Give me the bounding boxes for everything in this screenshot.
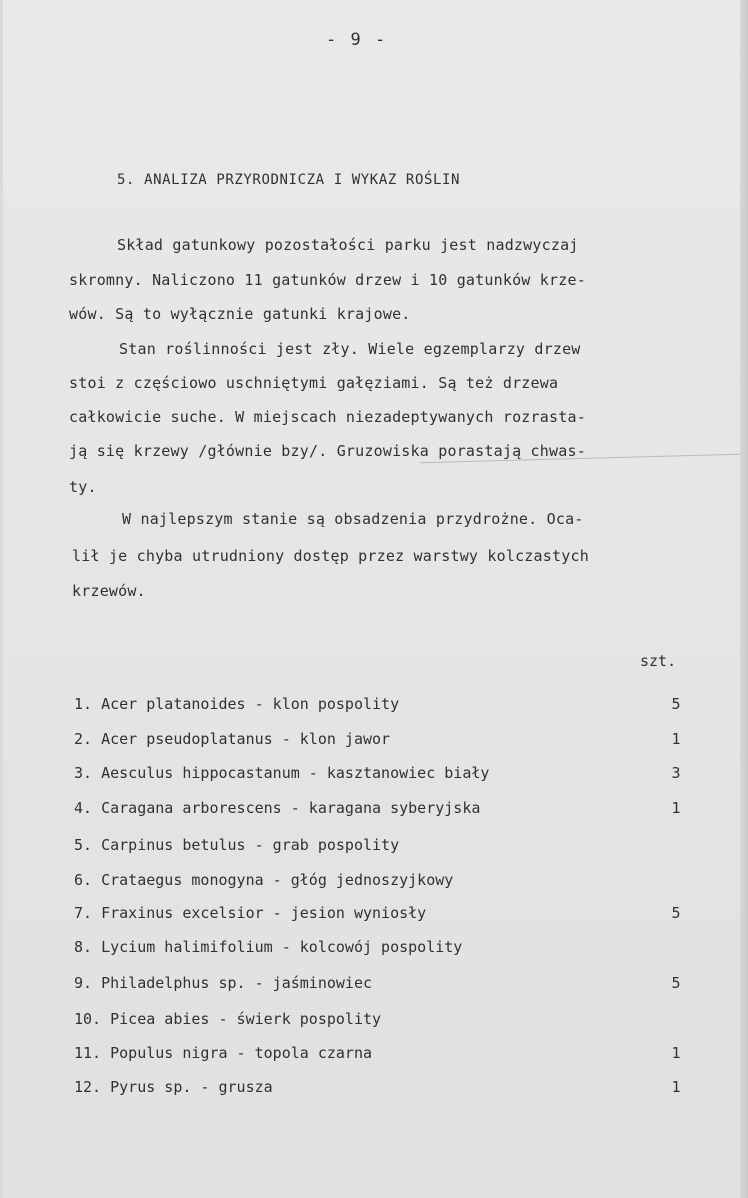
plant-name: 9. Philadelphus sp. - jaśminowiec	[74, 974, 373, 992]
plant-name: 3. Aesculus hippocastanum - kasztanowiec biały	[74, 764, 490, 782]
plant-count: 5	[671, 904, 681, 922]
page-right-edge	[740, 0, 748, 1198]
unit-column-header: szt.	[640, 652, 677, 670]
plant-count: 3	[671, 764, 681, 782]
plant-list-item	[74, 764, 694, 786]
plant-name: 11. Populus nigra - topola czarna	[74, 1044, 373, 1062]
paragraph-2-line-3: całkowicie suche. W miejscach niezadeptywanych rozrasta-	[69, 408, 586, 426]
plant-list-item	[74, 730, 694, 752]
paragraph-1-line-1: Skład gatunkowy pozostałości parku jest nadzwyczaj	[117, 236, 579, 254]
paragraph-2-line-2: stoi z częściowo uschniętymi gałęziami. Są też drzewa	[69, 374, 559, 392]
plant-count: 5	[671, 695, 681, 713]
plant-count: 1	[671, 730, 681, 748]
plant-name: 6. Crataegus monogyna - głóg jednoszyjkowy	[74, 871, 454, 889]
paragraph-3-line-1: W najlepszym stanie są obsadzenia przydrożne. Oca-	[122, 510, 584, 528]
plant-count: 1	[671, 799, 681, 817]
plant-list-item	[74, 799, 694, 821]
plant-count: 5	[671, 974, 681, 992]
plant-list-item	[74, 974, 694, 996]
paragraph-3-line-3: krzewów.	[72, 582, 146, 600]
plant-name: 7. Fraxinus excelsior - jesion wyniosły	[74, 904, 427, 922]
plant-list-item	[74, 836, 694, 858]
plant-name: 4. Caragana arborescens - karagana syberyjska	[74, 799, 481, 817]
plant-count: 1	[671, 1078, 681, 1096]
plant-list-item	[74, 1044, 694, 1066]
paragraph-2-line-5: ty.	[69, 478, 97, 496]
plant-name: 12. Pyrus sp. - grusza	[74, 1078, 273, 1096]
paragraph-1-line-2: skromny. Naliczono 11 gatunków drzew i 10 gatunków krze-	[69, 271, 586, 289]
paragraph-3-line-2: lił je chyba utrudniony dostęp przez warstwy kolczastych	[72, 547, 589, 565]
plant-list-item	[74, 695, 694, 717]
plant-name: 10. Picea abies - świerk pospolity	[74, 1010, 382, 1028]
page-number: - 9 -	[326, 30, 388, 50]
page-left-edge	[0, 0, 3, 1198]
paragraph-2-line-1: Stan roślinności jest zły. Wiele egzemplarzy drzew	[119, 340, 581, 358]
plant-list-item	[74, 1078, 694, 1100]
plant-name: 1. Acer platanoides - klon pospolity	[74, 695, 400, 713]
plant-list-item	[74, 1010, 694, 1032]
section-title: 5. ANALIZA PRZYRODNICZA I WYKAZ ROŚLIN	[117, 172, 461, 188]
paragraph-2-line-4: ją się krzewy /głównie bzy/. Gruzowiska porastają chwas-	[69, 442, 586, 460]
plant-list-item	[74, 938, 694, 960]
plant-list-item	[74, 871, 694, 893]
paragraph-1-line-3: wów. Są to wyłącznie gatunki krajowe.	[69, 305, 411, 323]
plant-name: 5. Carpinus betulus - grab pospolity	[74, 836, 400, 854]
plant-name: 2. Acer pseudoplatanus - klon jawor	[74, 730, 391, 748]
plant-count: 1	[671, 1044, 681, 1062]
plant-name: 8. Lycium halimifolium - kolcowój pospolity	[74, 938, 463, 956]
plant-list-item	[74, 904, 694, 926]
